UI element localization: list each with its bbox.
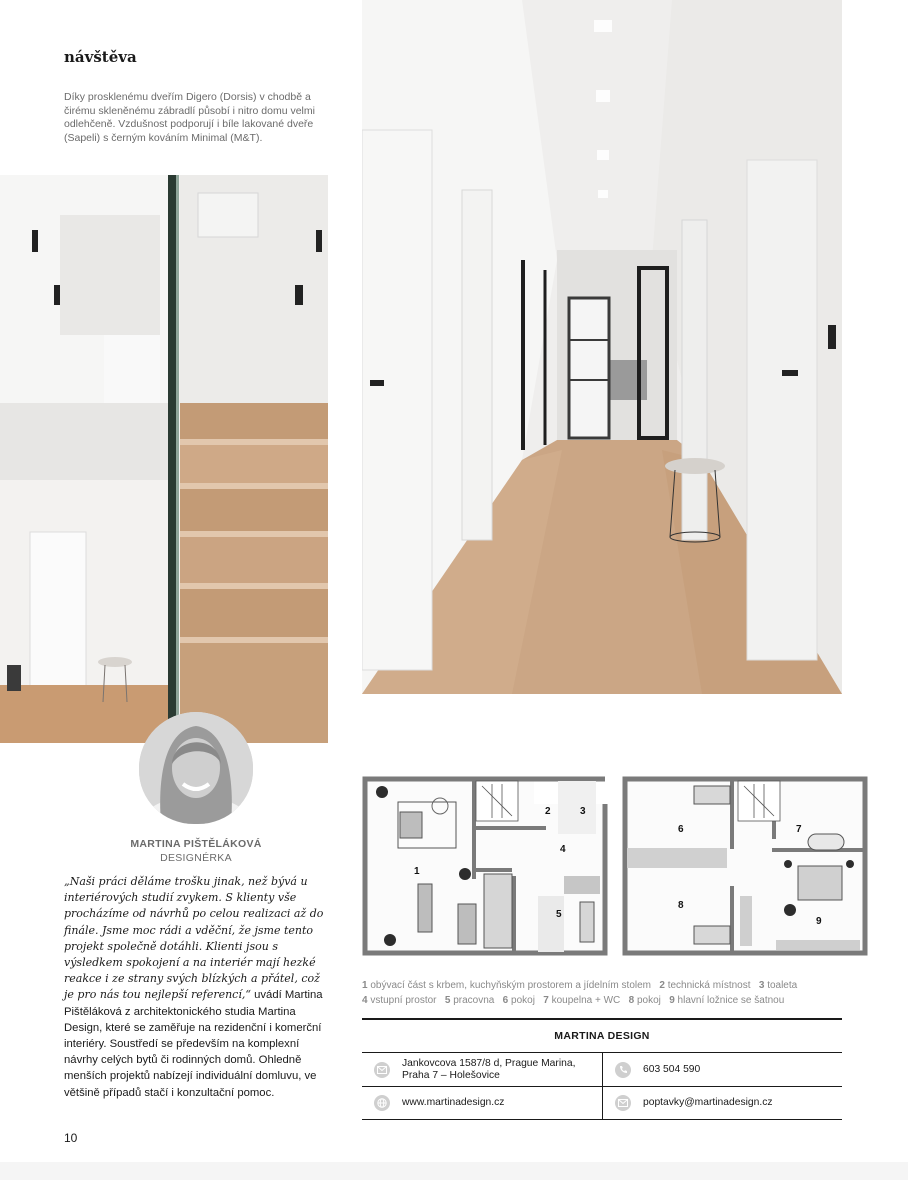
plan-label: 2 (545, 806, 551, 817)
designer-quote (64, 874, 326, 1101)
legend-item: 2 technická místnost (659, 980, 751, 991)
staircase-photo (0, 175, 328, 743)
page-number: 10 (64, 1131, 78, 1145)
plan-label: 9 (816, 916, 822, 927)
legend-item: 8 pokoj (628, 995, 661, 1006)
website-link[interactable]: www.martinadesign.cz (402, 1097, 505, 1108)
address-text: Jankovcova 1587/8 d, Prague Marina, Praha 7 – Holešovice (402, 1057, 576, 1081)
legend-item: 7 koupelna + WC (543, 995, 621, 1006)
mail-icon (615, 1095, 631, 1111)
plan-label: 1 (414, 866, 420, 877)
photo-caption: Díky prosklenému dveřím Digero (Dorsis) v chodbě a čirému skleněnému zábradlí působí i nitro domu velmi odlehčeně. Vzdušnost podporují i bíle lakované dveře (Sapeli) s černým kováním Minimal (M&T). (64, 91, 315, 144)
legend-item: 4 vstupní prostor (362, 995, 437, 1006)
phone-icon (615, 1062, 631, 1078)
phone-cell[interactable] (602, 1053, 842, 1086)
mail-icon (374, 1062, 390, 1078)
designer-portrait (139, 712, 253, 824)
page-footer-band (0, 1162, 908, 1180)
legend-item: 5 pracovna (444, 995, 495, 1006)
plan-label: 3 (580, 806, 586, 817)
designer-name: MARTINA PIŠTĚLÁKOVÁ (130, 838, 262, 850)
plan-label: 6 (678, 824, 684, 835)
web-cell[interactable] (362, 1087, 602, 1119)
section-title: návštěva (64, 48, 137, 66)
contact-box (362, 1018, 842, 1120)
contact-title: MARTINA DESIGN (362, 1020, 842, 1053)
plan-label: 7 (796, 824, 802, 835)
plan-label: 5 (556, 909, 562, 920)
ground-floor-plan (362, 776, 608, 956)
plan-label: 4 (560, 844, 566, 855)
email-link[interactable]: poptavky@martinadesign.cz (643, 1097, 773, 1108)
legend-item: 1 obývací část s krbem, kuchyňským prostorem a jídelním stolem (362, 980, 651, 991)
hallway-photo (362, 0, 842, 694)
plan-label: 8 (678, 900, 684, 911)
legend-item: 9 hlavní ložnice se šatnou (669, 995, 785, 1006)
address-cell (362, 1053, 602, 1086)
legend-item: 6 pokoj (502, 995, 535, 1006)
quote-italic: „Naši práci děláme trošku jinak, než bývá u interiérových studií zvykem. S klienty vše procházíme od návrhů po celou realizaci až do finále. Jsme moc rádi a vděční, že jsme tento projekt společně dotáhli. Klienti jsou s výsledkem spokojení a na interiér mají hezké reakce i ze strany svých blízkých a přátel, což je pro nás tou nejlepší referencí,“ (64, 875, 324, 1002)
floor-plan-legend (362, 978, 842, 1008)
upper-floor-plan (622, 776, 868, 956)
designer-role: DESIGNÉRKA (160, 852, 232, 864)
email-cell[interactable] (602, 1087, 842, 1119)
legend-item: 3 toaleta (758, 980, 798, 991)
globe-icon (374, 1095, 390, 1111)
phone-number[interactable]: 603 504 590 (643, 1063, 701, 1075)
quote-attribution: uvádí Martina Pištěláková z architektonického studia Martina Design, které se zaměřuje na rezidenční i komerční interiéry. Soustředí se především na komplexní návrhy celých bytů či rodinných domů. Ohledně menších projektů nabízejí individuální domluvu, ve většině případů stačí i konzultační pomoc. (64, 989, 323, 1099)
